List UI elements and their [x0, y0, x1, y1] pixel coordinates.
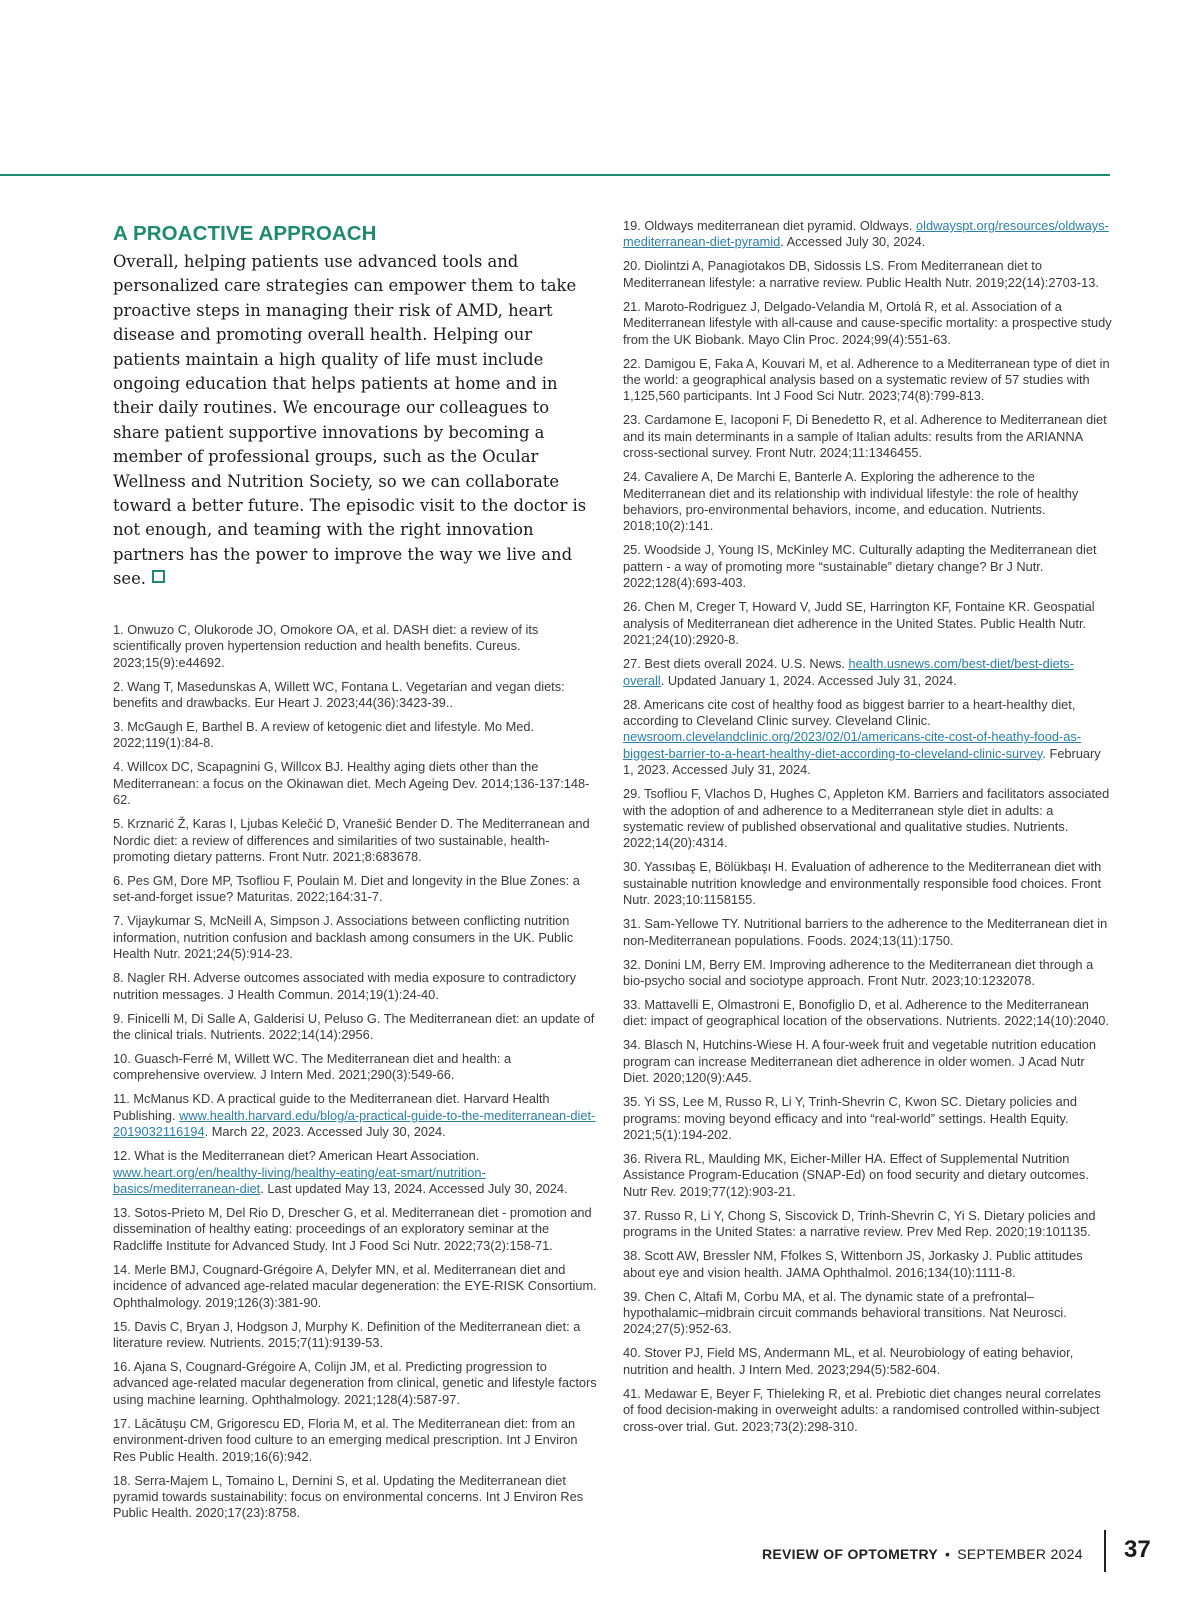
reference-text: 16. Ajana S, Cougnard-Grégoire A, Colijn JM, et al. Predicting progression to advanced age-related macular degeneration from clinical, genetic and lifestyle factors using machine learning. Ophthalmology. 2021;128(4):587-97.	[113, 1359, 597, 1407]
right-column	[623, 218, 1113, 1443]
reference-list-left	[113, 622, 600, 1522]
reference-text: 6. Pes GM, Dore MP, Tsofliou F, Poulain M. Diet and longevity in the Blue Zones: a set-and-forget issue? Maturitas. 2022;164:31-7.	[113, 872, 580, 905]
reference-item	[113, 759, 600, 808]
reference-item	[623, 859, 1113, 908]
reference-item	[113, 1148, 600, 1197]
reference-item	[113, 1262, 600, 1311]
reference-text: 24. Cavaliere A, De Marchi E, Banterle A. Exploring the adherence to the Mediterranean diet and its relationship with individual lifestyle: the role of healthy behaviors, pro-environmental behaviors, income, and education. Nutrients. 2018;10(2):141.	[623, 469, 1079, 534]
reference-text: 29. Tsofliou F, Vlachos D, Hughes C, Appleton KM. Barriers and facilitators associated with the adoption of and adherence to a Mediterranean style diet in adults: a systematic review of published observational and qualitative studies. Nutrients. 2022;14(20):4314.	[623, 786, 1110, 851]
reference-text: 11. McManus KD. A practical guide to the Mediterranean diet. Harvard Health Publishing.	[113, 1091, 550, 1123]
reference-link[interactable]: newsroom.clevelandclinic.org/2023/02/01/americans-cite-cost-of-heathy-food-as-biggest-barrier-to-a-heart-healthy-diet-according-to-cleveland-clinic-survey	[623, 729, 1082, 761]
reference-text: 3. McGaugh E, Barthel B. A review of ketogenic diet and lifestyle. Mo Med. 2022;119(1):84-8.	[113, 718, 535, 751]
reference-text: 41. Medawar E, Beyer F, Thieleking R, et al. Prebiotic diet changes neural correlates of food decision-making in overweight adults: a randomised controlled within-subject cross-over trial. Gut. 2023;73(2):298-310.	[623, 1385, 1101, 1434]
reference-text-after-link: . February 1, 2023. Accessed July 31, 2024.	[623, 745, 1101, 778]
reference-text: 32. Donini LM, Berry EM. Improving adherence to the Mediterranean diet through a bio-psycho social and sociotype approach. Front Nutr. 2023;10:1232078.	[623, 956, 1094, 988]
reference-item	[623, 356, 1113, 405]
reference-text: 8. Nagler RH. Adverse outcomes associated with media exposure to contradictory nutrition messages. J Health Commun. 2014;19(1):24-40.	[113, 970, 577, 1002]
reference-item	[113, 719, 600, 752]
reference-item	[113, 1319, 600, 1352]
reference-text: 40. Stover PJ, Field MS, Andermann ML, et al. Neurobiology of eating behavior, nutrition and health. J Intern Med. 2023;294(5):582-604.	[623, 1345, 1074, 1377]
reference-item	[623, 599, 1113, 648]
reference-text: 35. Yi SS, Lee M, Russo R, Li Y, Trinh-Shevrin C, Kwon SC. Dietary policies and programs: moving beyond efficacy and into “real-world” settings. Health Equity. 2021;5(1):194-202.	[623, 1094, 1078, 1142]
reference-text: 31. Sam-Yellowe TY. Nutritional barriers to the adherence to the Mediterranean diet in non-Mediterranean populations. Foods. 2024;13(11):1750.	[623, 916, 1108, 948]
reference-link[interactable]: www.health.harvard.edu/blog/a-practical-guide-to-the-mediterranean-diet-2019032116194	[113, 1107, 596, 1140]
reference-item	[113, 816, 600, 865]
reference-text: 1. Onwuzo C, Olukorode JO, Omokore OA, et al. DASH diet: a review of its scientifically proven hypertension reduction and health benefits. Cureus. 2023;15(9):e44692.	[113, 621, 539, 670]
reference-text: 25. Woodside J, Young IS, McKinley MC. Culturally adapting the Mediterranean diet pattern - a way of promoting more “sustainable” dietary change? Br J Nutr. 2022;128(4):693-403.	[623, 542, 1097, 591]
issue-date: SEPTEMBER 2024	[957, 1546, 1083, 1562]
reference-text: 15. Davis C, Bryan J, Hodgson J, Murphy K. Definition of the Mediterranean diet: a literature review. Nutrients. 2015;7(11):9139-53.	[113, 1318, 581, 1351]
reference-item	[623, 412, 1113, 461]
reference-text: 34. Blasch N, Hutchins-Wiese H. A four-week fruit and vegetable nutrition education program can increase Mediterranean diet adherence in older women. J Acad Nutr Diet. 2020;120(9):A45.	[623, 1037, 1097, 1086]
reference-item	[623, 656, 1113, 689]
reference-item	[113, 1416, 600, 1465]
reference-item	[113, 1473, 600, 1522]
reference-item	[113, 1091, 600, 1140]
reference-item	[113, 970, 600, 1003]
reference-item	[623, 1386, 1113, 1435]
reference-text-after-link: . March 22, 2023. Accessed July 30, 2024.	[204, 1124, 446, 1140]
reference-text: 4. Willcox DC, Scapagnini G, Willcox BJ. Healthy aging diets other than the Mediterranean: a focus on the Okinawan diet. Mech Ageing Dev. 2014;136-137:148-62.	[113, 759, 590, 808]
reference-text-after-link: . Updated January 1, 2024. Accessed July 31, 2024.	[660, 672, 957, 688]
reference-item	[623, 542, 1113, 591]
reference-text: 28. Americans cite cost of healthy food as biggest barrier to a heart-healthy diet, according to Cleveland Clinic survey. Cleveland Clinic.	[623, 696, 1076, 728]
reference-text: 36. Rivera RL, Maulding MK, Eicher-Miller HA. Effect of Supplemental Nutrition Assistance Program-Education (SNAP-Ed) on food security and dietary outcomes. Nutr Rev. 2019;77(12):903-21.	[623, 1151, 1089, 1199]
reference-text: 12. What is the Mediterranean diet? American Heart Association.	[113, 1148, 480, 1164]
reference-item	[113, 913, 600, 962]
reference-item	[623, 786, 1113, 852]
reference-text: 7. Vijaykumar S, McNeill A, Simpson J. Associations between conflicting nutrition information, nutrition confusion and backlash among consumers in the UK. Public Health Nutr. 2021;24(5):914-23.	[113, 913, 574, 962]
reference-item	[113, 1359, 600, 1408]
reference-text: 37. Russo R, Li Y, Chong S, Siscovick D, Trinh-Shevrin C, Yi S. Dietary policies and programs in the United States: a narrative review. Prev Med Rep. 2020;19:101135.	[623, 1207, 1096, 1240]
reference-text: 26. Chen M, Creger T, Howard V, Judd SE, Harrington KF, Fontaine KR. Geospatial analysis of Mediterranean diet adherence in the United States. Public Health Nutr. 2021;24(10):2920-8.	[623, 599, 1095, 648]
reference-item	[623, 916, 1113, 949]
footer-divider	[1104, 1530, 1106, 1572]
page-footer	[762, 1546, 1083, 1562]
reference-item	[623, 469, 1113, 535]
reference-text: 23. Cardamone E, Iacoponi F, Di Benedetto R, et al. Adherence to Mediterranean diet and its main determinants in a sample of Italian adults: results from the ARIANNA cross-sectional survey. Front Nutr. 2024;11:1346455.	[623, 412, 1107, 461]
article-body-text: Overall, helping patients use advanced tools and personalized care strategies can empower them to take proactive steps in managing their risk of AMD, heart disease and promoting overall health. Helping our patients maintain a high quality of life must include ongoing education that helps patients at home and in their daily routines. We encourage our colleagues to share patient supportive innovations by becoming a member of professional groups, such as the Ocular Wellness and Nutrition Society, so we can collaborate toward a better future. The episodic visit to the doctor is not enough, and teaming with the right innovation partners has the power to improve the way we live and see.	[113, 252, 587, 589]
reference-item	[113, 1205, 600, 1254]
reference-text: 38. Scott AW, Bressler NM, Ffolkes S, Wittenborn JS, Jorkasky J. Public attitudes about eye and vision health. JAMA Ophthalmol. 2016;134(10):1111-8.	[623, 1248, 1083, 1280]
reference-item	[623, 997, 1113, 1030]
reference-item	[113, 1011, 600, 1044]
reference-item	[623, 697, 1113, 779]
reference-link[interactable]: www.heart.org/en/healthy-living/healthy-eating/eat-smart/nutrition-basics/mediterranean-diet	[113, 1164, 486, 1196]
reference-text: 39. Chen C, Altafi M, Corbu MA, et al. The dynamic state of a prefrontal–hypothalamic–midbrain circuit commands behavioral transitions. Nat Neurosci. 2024;27(5):952-63.	[623, 1288, 1067, 1337]
reference-item	[623, 299, 1113, 348]
section-heading: A PROACTIVE APPROACH	[113, 222, 377, 245]
left-column	[113, 222, 600, 1529]
reference-link[interactable]: oldwayspt.org/resources/oldways-mediterranean-diet-pyramid	[623, 218, 1109, 250]
reference-link[interactable]: health.usnews.com/best-diet/best-diets-overall	[623, 656, 1074, 688]
reference-item	[623, 957, 1113, 990]
reference-item	[113, 1051, 600, 1084]
reference-text: 18. Serra-Majem L, Tomaino L, Dernini S, et al. Updating the Mediterranean diet pyramid towards sustainability: focus on environmental concerns. Int J Environ Res Public Health. 2020;17(23):8758.	[113, 1472, 584, 1521]
top-rule	[0, 174, 1110, 176]
reference-list-right	[623, 218, 1113, 1435]
reference-text: 2. Wang T, Masedunskas A, Willett WC, Fontana L. Vegetarian and vegan diets: benefits and drawbacks. Eur Heart J. 2023;44(36):3423-39..	[113, 678, 565, 710]
reference-text: 14. Merle BMJ, Cougnard-Grégoire A, Delyfer MN, et al. Mediterranean diet and incidence of advanced age-related macular degeneration: the EYE-RISK Consortium. Ophthalmology. 2019;126(3):381-90.	[113, 1261, 597, 1310]
reference-item	[113, 679, 600, 712]
reference-text: 5. Krznarić Ž, Karas I, Ljubas Kelečić D, Vranešić Bender D. The Mediterranean and Nordic diet: a review of differences and similarities of two sustainable, health-promoting dietary patterns. Front Nutr. 2021;8:683678.	[113, 816, 590, 864]
reference-item	[623, 1208, 1113, 1241]
reference-text: 20. Diolintzi A, Panagiotakos DB, Sidossis LS. From Mediterranean diet to Mediterranean lifestyle: a narrative review. Public Health Nutr. 2019;22(14):2703-13.	[623, 258, 1099, 290]
reference-text: 22. Damigou E, Faka A, Kouvari M, et al. Adherence to a Mediterranean type of diet in the world: a geographical analysis based on a systematic review of 57 studies with 1,125,560 participants. Int J Food Sci Nutr. 2023;74(8):799-813.	[623, 355, 1110, 404]
end-of-article-mark	[152, 570, 165, 583]
reference-item	[623, 1151, 1113, 1200]
reference-text-after-link: . Last updated May 13, 2024. Accessed July 30, 2024.	[260, 1181, 568, 1196]
reference-item	[623, 1094, 1113, 1143]
journal-name: REVIEW OF OPTOMETRY	[762, 1546, 939, 1562]
reference-text: 17. Lăcătuşu CM, Grigorescu ED, Floria M, et al. The Mediterranean diet: from an environment-driven food culture to an emerging medical prescription. Int J Environ Res Public Health. 2019;16(6):942.	[113, 1415, 578, 1464]
reference-item	[623, 258, 1113, 291]
page-number: 37	[1124, 1536, 1151, 1563]
article-body	[113, 250, 600, 592]
reference-text: 9. Finicelli M, Di Salle A, Galderisi U, Peluso G. The Mediterranean diet: an update of the clinical trials. Nutrients. 2022;14(14):2956.	[113, 1010, 595, 1042]
reference-item	[623, 1289, 1113, 1338]
reference-text: 13. Sotos-Prieto M, Del Rio D, Drescher G, et al. Mediterranean diet - promotion and dissemination of healthy eating: proceedings of an exploratory seminar at the Radcliffe Institute for Advanced Study. Int J Food Sci Nutr. 2022;73(2):158-71.	[113, 1205, 592, 1253]
reference-item	[623, 218, 1113, 251]
footer-separator: •	[945, 1546, 951, 1562]
reference-text: 21. Maroto-Rodriguez J, Delgado-Velandia M, Ortolá R, et al. Association of a Mediterranean lifestyle with all-cause and cause-specific mortality: a prospective study from the UK Biobank. Mayo Clin Proc. 2024;99(4):551-63.	[623, 298, 1112, 347]
reference-text: 27. Best diets overall 2024. U.S. News.	[623, 656, 849, 672]
reference-text: 30. Yassıbaş E, Bölükbaşı H. Evaluation of adherence to the Mediterranean diet with sustainable nutrition knowledge and environmentally responsible food choices. Front Nutr. 2023;10:1158155.	[623, 859, 1102, 908]
reference-item	[623, 1037, 1113, 1086]
reference-item	[623, 1345, 1113, 1378]
reference-text: 19. Oldways mediterranean diet pyramid. Oldways.	[623, 218, 917, 233]
reference-item	[113, 622, 600, 671]
reference-item	[623, 1248, 1113, 1281]
reference-text: 10. Guasch-Ferré M, Willett WC. The Mediterranean diet and health: a comprehensive overview. J Intern Med. 2021;290(3):549-66.	[113, 1050, 512, 1083]
reference-text: 33. Mattavelli E, Olmastroni E, Bonofiglio D, et al. Adherence to the Mediterranean diet: impact of geographical location of the observations. Nutrients. 2022;14(10):2040.	[623, 996, 1109, 1029]
reference-text-after-link: . Accessed July 30, 2024.	[780, 234, 926, 250]
reference-item	[113, 873, 600, 906]
